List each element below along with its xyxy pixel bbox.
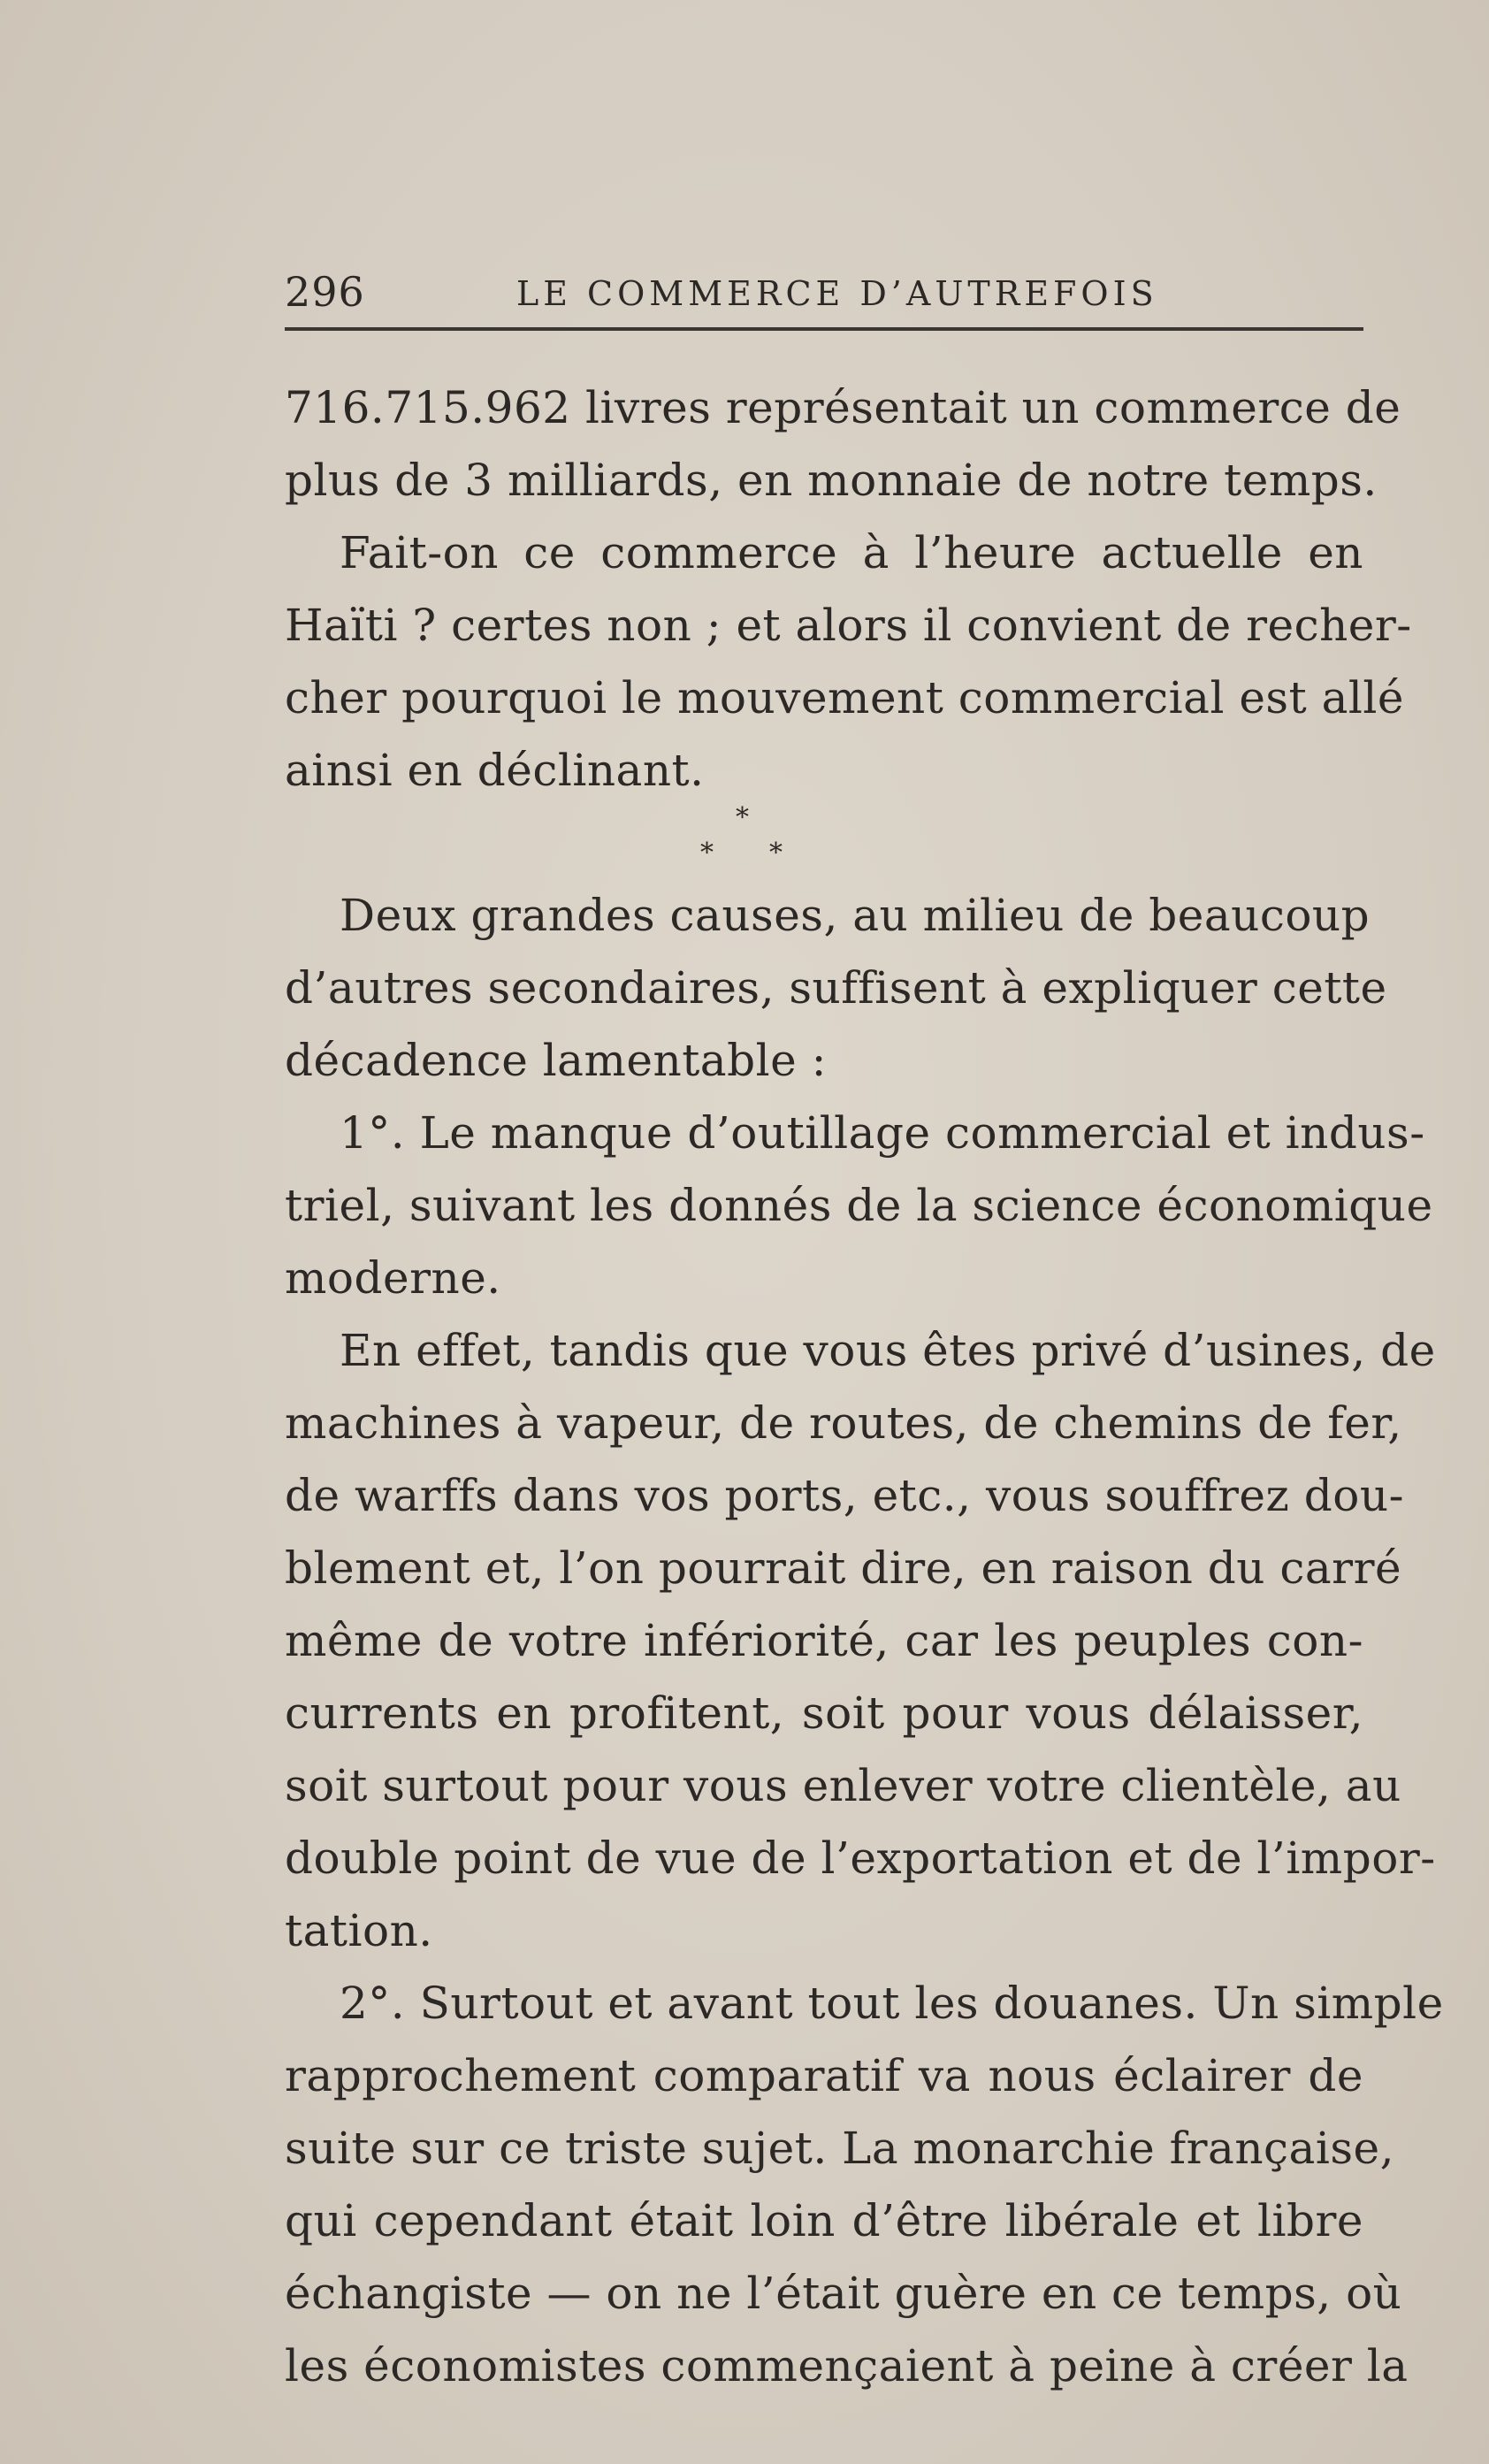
list-item-1-line: 1°. Le manque d’outillage commercial et indus-: [340, 1107, 1425, 1159]
text-line: d’autres secondaires, suffisent à expliquer cette: [285, 962, 1387, 1014]
paragraph-start-line: Deux grandes causes, au milieu de beaucoup: [340, 890, 1371, 941]
text-line: rapprochement comparatif va nous éclairer de: [285, 2050, 1363, 2101]
list-item-2-line: 2°. Surtout et avant tout les douanes. Un simple: [340, 1978, 1444, 2029]
text-line: Haïti ? certes non ; et alors il convient de recher-: [285, 600, 1412, 651]
text-line: suite sur ce triste sujet. La monarchie française,: [285, 2123, 1395, 2174]
paragraph-end-line: décadence lamentable :: [285, 1035, 827, 1086]
paragraph-start-line: Fait-on ce commerce à l’heure actuelle en: [340, 527, 1363, 578]
text-line: qui cependant était loin d’être libérale et libre: [285, 2195, 1363, 2246]
asterism-star-top: *: [736, 802, 749, 833]
body-text: [285, 371, 1444, 2402]
running-title: LE COMMERCE D’AUTREFOIS: [516, 274, 1158, 313]
header-rule: [285, 327, 1363, 331]
asterism-star-left: *: [700, 838, 714, 869]
text-line: triel, suivant les donnés de la science économique: [285, 1180, 1433, 1231]
text-line: échangiste — on ne l’était guère en ce temps, où: [285, 2268, 1402, 2319]
text-line: même de votre infériorité, car les peuples con-: [285, 1615, 1363, 1666]
paragraph-end-line: ainsi en déclinant.: [285, 745, 705, 796]
paragraph-end-line: tation.: [285, 1905, 433, 1956]
text-line: cher pourquoi le mouvement commercial est allé: [285, 672, 1404, 723]
text-line: les économistes commençaient à peine à créer la: [285, 2340, 1409, 2391]
text-line: currents en profitent, soit pour vous délaisser,: [285, 1687, 1363, 1739]
page-number: 296: [285, 268, 365, 316]
paragraph-end-line: moderne.: [285, 1252, 501, 1304]
text-line: soit surtout pour vous enlever votre clientèle, au: [285, 1760, 1401, 1811]
text-line: machines à vapeur, de routes, de chemins de fer,: [285, 1397, 1402, 1449]
paragraph-start-line: En effet, tandis que vous êtes privé d’usines, de: [340, 1325, 1436, 1376]
asterism-star-right: *: [769, 838, 783, 869]
text-line: 716.715.962 livres représentait un commerce de: [285, 382, 1401, 433]
text-line: double point de vue de l’exportation et de l’impor-: [285, 1833, 1436, 1884]
text-line: plus de 3 milliards, en monnaie de notre temps.: [285, 455, 1378, 506]
text-line: blement et, l’on pourrait dire, en raison du carré: [285, 1542, 1402, 1594]
page-header: [285, 267, 1363, 317]
section-break-asterism: [285, 802, 1363, 879]
text-line: de warffs dans vos ports, etc., vous souffrez dou-: [285, 1470, 1404, 1521]
